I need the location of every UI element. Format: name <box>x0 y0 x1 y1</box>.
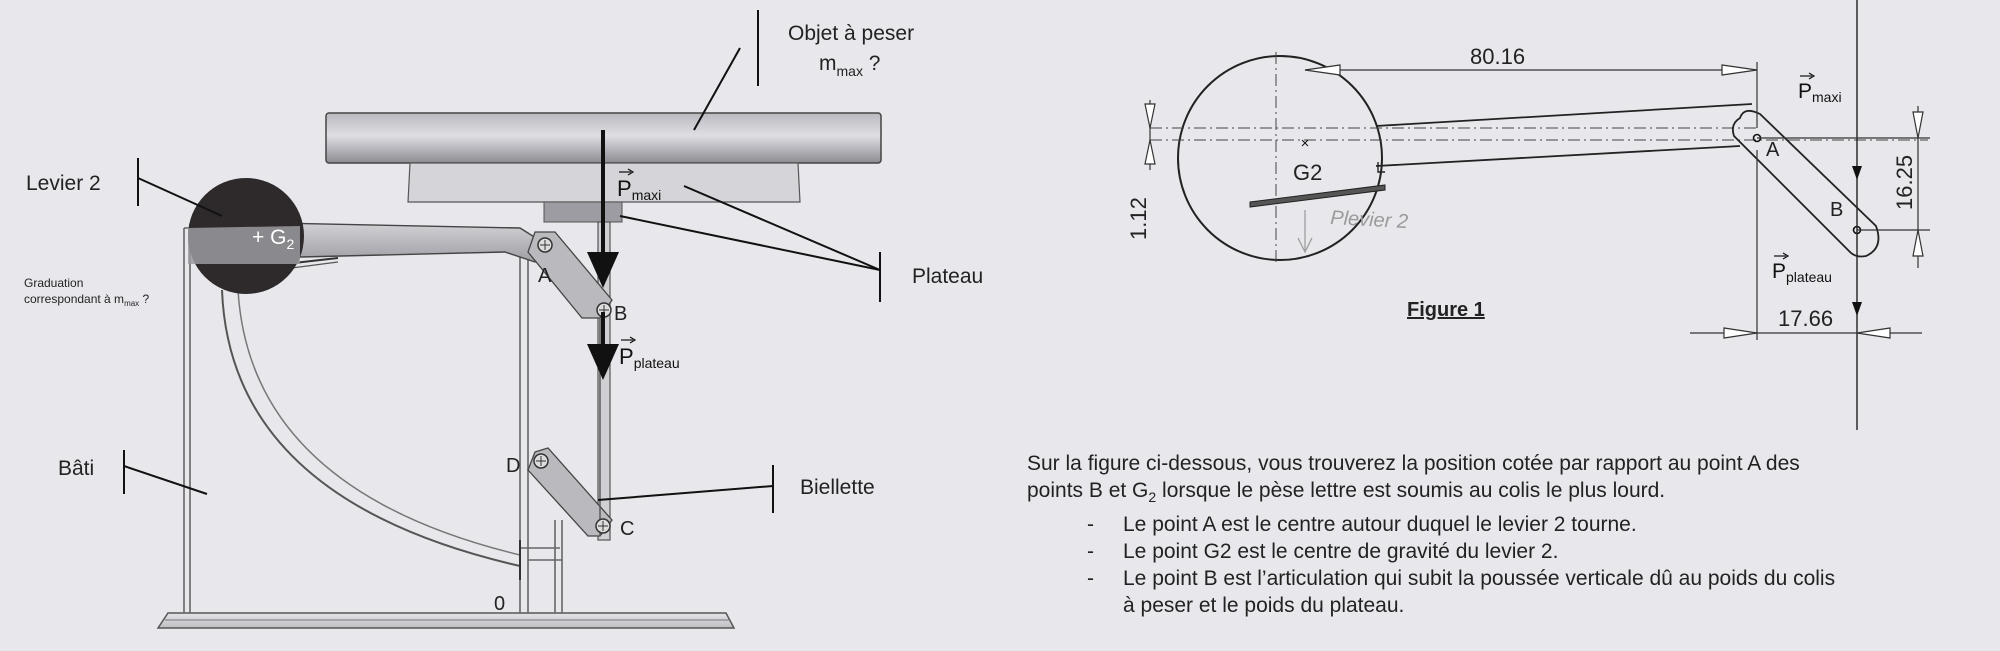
label-levier-2: Levier 2 <box>26 172 101 195</box>
description-intro-1: Sur la figure ci-dessous, vous trouverez la position cotée par rapport au point A des <box>1027 452 1800 475</box>
graduation-arc <box>222 290 520 566</box>
pese-lettre-drawing <box>24 10 983 628</box>
svg-text:Pmaxi: Pmaxi <box>617 176 662 203</box>
label-g2: + $G_2$ <box>252 226 295 252</box>
pivot-c <box>596 519 610 533</box>
svg-text:Pplateau: Pplateau <box>1772 260 1832 285</box>
figure-1-caption: Figure 1 <box>1407 299 1485 321</box>
description-bullet-continuation: à peser et le poids du plateau. <box>1123 594 1405 618</box>
description-bullet: - Le point B est l’articulation qui subit la poussée verticale dû au poids du colis <box>1087 567 1836 591</box>
fig1-dim-80-16-label: 80.16 <box>1470 44 1526 69</box>
label-point-d: D <box>506 455 521 477</box>
fig1-dim-17-66-label: 17.66 <box>1778 306 1834 331</box>
label-bati: Bâti <box>58 457 95 480</box>
svg-text:Pplateau: Pplateau <box>619 344 680 371</box>
fig1-dim-16-25-label: 16.25 <box>1892 154 1917 210</box>
fig1-label-g2: G2 <box>1293 160 1323 185</box>
fig1-handwritten-note: Plevier 2 <box>1329 207 1409 234</box>
label-zero: 0 <box>494 593 506 615</box>
fig1-dim-1-12 <box>1145 100 1155 170</box>
label-objet-a-peser: Objet à peser <box>788 22 915 45</box>
description-text <box>1027 450 1987 619</box>
label-point-a: A <box>538 265 552 287</box>
label-point-b: B <box>614 303 628 325</box>
label-mmax: $m_{max}$ ? <box>819 52 881 79</box>
pivot-a <box>538 238 552 252</box>
figure-1 <box>1126 0 1930 430</box>
svg-text:Pmaxi: Pmaxi <box>1798 80 1842 105</box>
description-bullet: - Le point G2 est le centre de gravité du levier 2. <box>1087 540 1559 564</box>
description-intro-2: points B et $G_2$ lorsque le pèse lettre est soumis au colis le plus lourd. <box>1027 479 1666 506</box>
label-graduation-2: correspondant à $m_{max}$ ? <box>24 292 150 308</box>
label-plateau: Plateau <box>912 265 984 288</box>
fig1-point-g2 <box>1302 140 1308 146</box>
label-biellette: Biellette <box>800 476 875 499</box>
fig1-label-pmaxi <box>1798 73 1842 105</box>
label-point-c: C <box>620 518 635 540</box>
fig1-dim-1-12-label: 1.12 <box>1126 197 1151 240</box>
pivot-d <box>534 454 548 468</box>
fig1-label-a: A <box>1766 139 1780 161</box>
description-bullets <box>1027 511 1987 619</box>
fig1-label-pplateau <box>1772 253 1832 285</box>
label-graduation-1: Graduation <box>24 276 84 290</box>
label-pplateau-left <box>619 337 680 371</box>
fig1-label-b: B <box>1830 199 1844 221</box>
fig1-lever-body <box>1376 104 1752 166</box>
description-bullet: - Le point A est le centre autour duquel le levier 2 tourne. <box>1087 513 1637 537</box>
